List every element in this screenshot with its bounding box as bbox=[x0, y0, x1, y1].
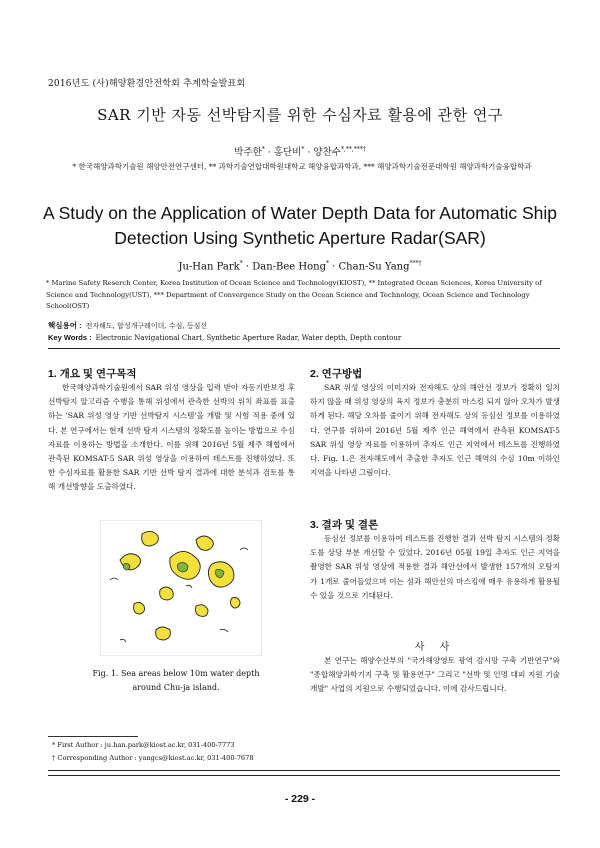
paper-title-english: A Study on the Application of Water Depth Data for Automatic Ship Detection Using Synthetic Aperture Radar(SAR) bbox=[43, 203, 557, 248]
section-3-body: 등심선 정보를 이용하여 테스트를 진행한 결과 선박 탐지 시스템의 정확도를 상당 부분 개선할 수 있었다. 2016년 05월 19일 추자도 인근 지역을 촬영한 SAR 위성 영상에 적용한 결과 해안선에서 발생한 157개의 오탐지가 1개로 줄어들었으며 이는 섬과 해안선의 마스킹에 매우 유용하게 활용될 수 있을 것으로 기대된다. bbox=[310, 534, 560, 600]
page-number: - 229 - bbox=[284, 793, 316, 805]
section-1-body: 한국해양과학기술원에서 SAR 위성 영상을 입력 받아 자동기반보정 후 선박탐지 알고리즘 수행을 통해 위성에서 관측한 선박의 위치 좌표를 표출하는 'SAR 위성 영상 기반 선박탐지 시스템'을 개발 및 시험 적용 중에 있다. 본 연구에서는 현재 선박 탐지 시스템의 정확도를 높이는 방법으로 수심자료를 이용하는 방법을 소개한다. 이를 위해 2016년 5월 제주 해협에서 관측된 KOMSAT-5 SAR 위성 영상을 이용하여 테스트를 진행하였다. 또한 수심자료를 활용한 SAR 기반 선박 탐지 결과에 대한 분석과 검토를 통해 개선방향을 도출하였다. bbox=[48, 383, 295, 492]
depth-map-image bbox=[100, 520, 262, 656]
author-2-en-mark: * bbox=[325, 260, 329, 267]
keywords-korean-label: 핵심용어 : bbox=[48, 321, 82, 330]
figure-1-map bbox=[100, 520, 262, 656]
header-divider bbox=[48, 348, 560, 349]
section-2-body: SAR 위성 영상의 이미지와 전자해도 상의 해안선 정보가 정확히 일치하지 않을 때 위성 영상의 육지 정보가 충분히 마스킹 되지 않아 오차가 발생하게 된다. 해당 오차를 줄이기 위해 전자해도 상의 등심선 정보를 이용하였다. 연구를 위하여 2016년 5월 제주 인근 해역에서 관측된 KOMSAT-5 SAR 위성 영상 자료를 이용하여 추자도 인근 지역에서 테스트를 진행하였다. Fig. 1.은 전자해도에서 추출한 추자도 인근 해역의 수심 10m 이하인 지역을 나타낸 그림이다. bbox=[310, 383, 560, 478]
first-author-mark: * bbox=[52, 741, 56, 749]
author-1-kr-mark: * bbox=[261, 145, 265, 153]
authors-english bbox=[0, 260, 600, 272]
figure-caption-line-1: Fig. 1. Sea areas below 10m water depth bbox=[92, 669, 260, 678]
section-2-heading: 2. 연구방법 bbox=[310, 368, 363, 380]
author-1-kr: 박주한 bbox=[234, 147, 262, 158]
author-3-kr-mark: *,**,***† bbox=[340, 145, 366, 153]
keywords-korean bbox=[48, 320, 207, 331]
author-3-en: Chan-Su Yang bbox=[338, 261, 410, 273]
footnote-divider bbox=[48, 736, 138, 737]
authors-korean bbox=[0, 144, 600, 158]
conference-header: 2016년도 (사)해양환경안전학회 추계학술발표회 bbox=[48, 79, 246, 89]
author-2-kr-mark: * bbox=[301, 145, 305, 153]
author-2-en: Dan-Bee Hong bbox=[252, 261, 326, 273]
first-author-text: First Author : ju.han.park@kiost.ac.kr, 031-400-7773 bbox=[57, 741, 235, 749]
author-3-kr: 양찬수 bbox=[313, 147, 341, 158]
author-separator: · bbox=[264, 147, 274, 158]
keywords-english bbox=[48, 333, 401, 342]
corresponding-author-footnote bbox=[52, 754, 254, 762]
author-3-en-mark: ***† bbox=[409, 260, 422, 267]
section-1-heading: 1. 개요 및 연구목적 bbox=[48, 368, 137, 380]
keywords-korean-text: 전자해도, 합성개구레이더, 수심, 등심선 bbox=[85, 322, 208, 330]
author-1-en: Ju-Han Park bbox=[178, 261, 240, 273]
author-separator: · bbox=[328, 261, 339, 273]
keywords-english-label: Key Words : bbox=[48, 333, 92, 342]
author-2-kr: 홍단비 bbox=[273, 147, 302, 158]
acknowledgement-heading: 사 사 bbox=[414, 642, 456, 653]
corresponding-author-text: Corresponding Author : yangcs@kiost.ac.kr, 031-400-7678 bbox=[57, 754, 254, 762]
first-author-footnote bbox=[52, 741, 235, 749]
acknowledgement-body: 본 연구는 해양수산부의 "국가해양영토 광역 감시망 구축 기반연구"와 "종합해양과학기지 구축 및 활용연구" 그리고 "선박 및 인명 대피 지원 기술 개발" 사업의 지원으로 수행되었습니다. 이에 감사드립니다. bbox=[310, 656, 560, 694]
affiliation-korean: * 한국해양과학기술원 해양안전연구센터, ** 과학기술연합대학원대학교 해양융합과학과, *** 해양과학기술전문대학원 해양과학기술융합학과 bbox=[72, 162, 532, 171]
author-1-en-mark: * bbox=[239, 260, 243, 267]
keywords-english-text: Electronic Navigational Chart, Synthetic Aperture Radar, Water depth, Depth contour bbox=[95, 334, 402, 342]
page-footer-divider bbox=[48, 770, 560, 776]
author-separator: · bbox=[304, 147, 314, 158]
affiliation-english: * Marine Safety Reserch Center, Korea Institution of Ocean Science and Technology(KIOST), ** Integrated Ocean Sciences, Korea University of Science and Technology(UST), *** Department of Convergence Study on the Ocean Science and Technology, Ocean Science and Technology School(OST) bbox=[46, 279, 542, 310]
section-3-heading: 3. 결과 및 결론 bbox=[310, 519, 379, 531]
corresponding-author-mark: † bbox=[52, 754, 56, 762]
figure-1-caption bbox=[66, 667, 286, 695]
figure-caption-line-2: around Chu-ja island. bbox=[132, 683, 220, 692]
paper-title-korean: SAR 기반 자동 선박탐지를 위한 수심자료 활용에 관한 연구 bbox=[97, 106, 503, 124]
author-separator: · bbox=[242, 261, 253, 273]
